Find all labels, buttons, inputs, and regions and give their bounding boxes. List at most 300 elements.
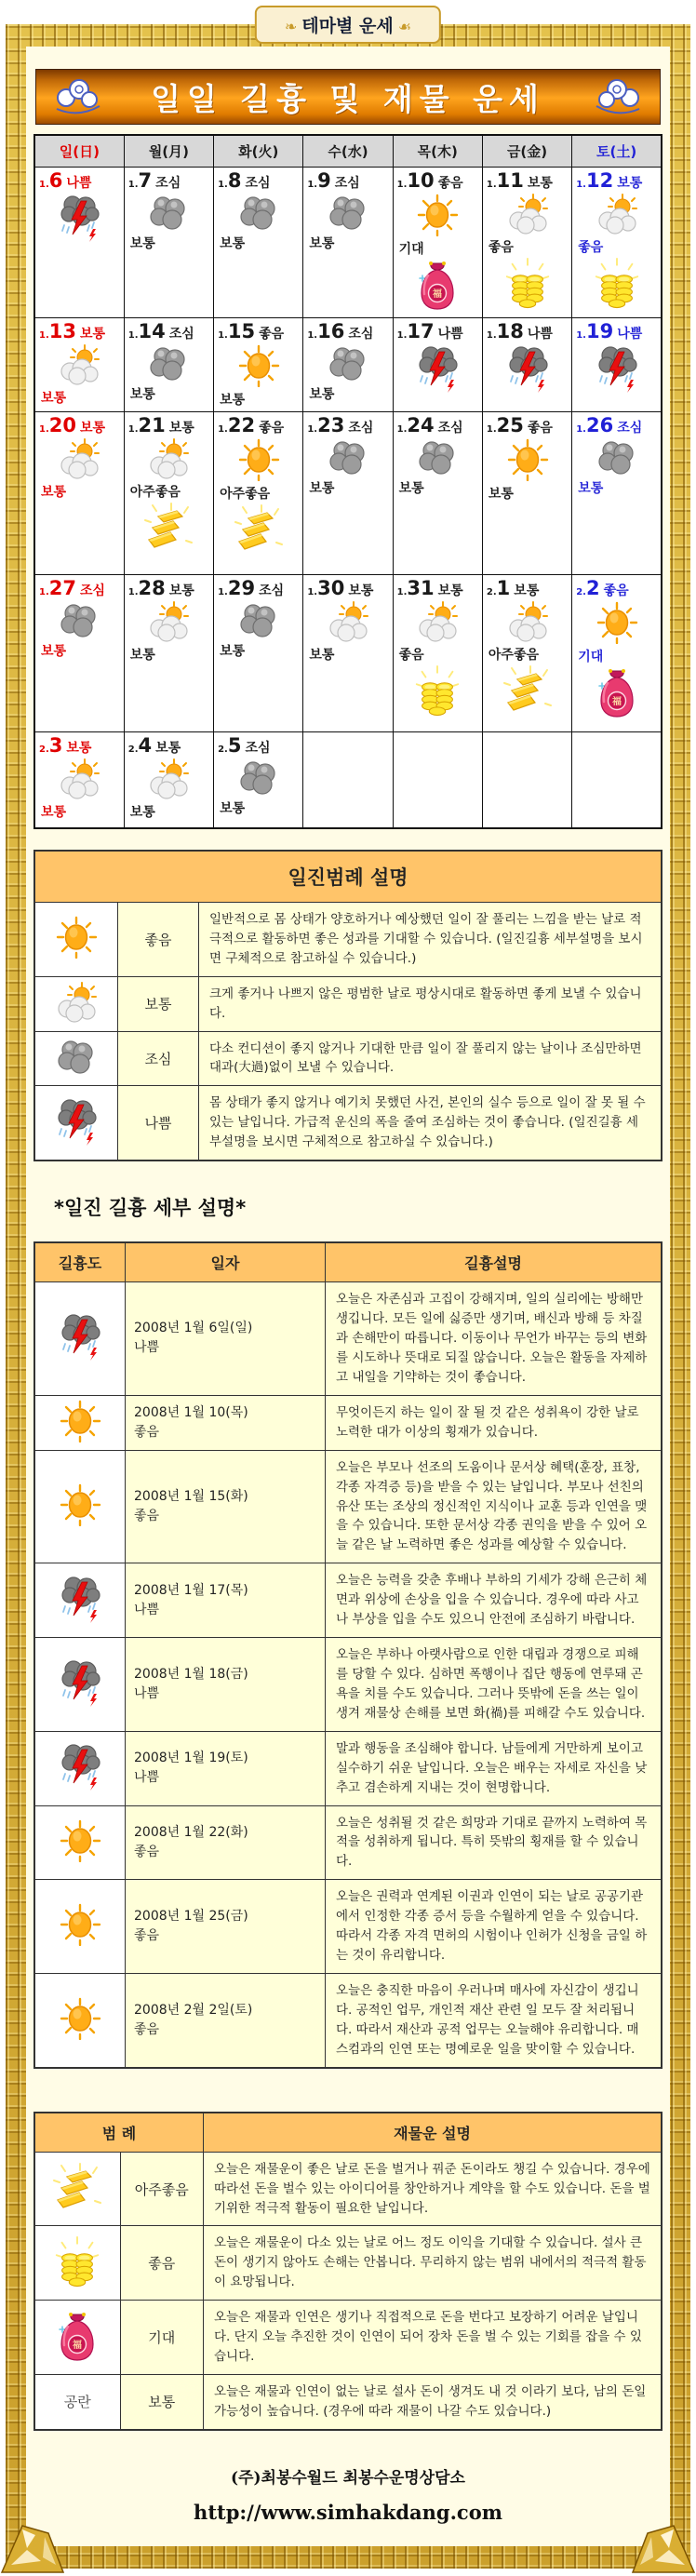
wealth-row [34, 2374, 662, 2429]
sun-icon [237, 438, 280, 481]
month-prefix: 1. [39, 329, 49, 341]
month-prefix: 1. [127, 180, 139, 190]
weather-icon-wrap [487, 194, 568, 238]
wealth-label: 좋음 [120, 2226, 203, 2301]
day-fortune-grade: 조심 [245, 740, 271, 756]
website-link[interactable]: http://www.simhakdang.com [194, 2500, 502, 2524]
day-fortune-grade: 조심 [80, 583, 106, 598]
money-fortune-grade: 보통 [129, 236, 155, 252]
day-date-line [307, 170, 388, 192]
sun-cloud-icon [57, 438, 101, 479]
gold-bars-icon [230, 503, 288, 554]
legend-icon-cell [34, 976, 118, 1031]
day-fortune-grade: 보통 [80, 326, 106, 342]
month-prefix: 1. [307, 329, 318, 341]
wealth-legend-table [33, 2112, 663, 2431]
day-date-line [39, 735, 120, 757]
detail-header-row [34, 1242, 662, 1282]
gold-bars-icon [499, 664, 556, 715]
calendar-day-cell [34, 574, 124, 731]
weather-icon-wrap [39, 438, 120, 483]
calendar-day-cell [214, 168, 303, 318]
detail-header-date: 일자 [126, 1242, 326, 1282]
money-fortune-grade: 보통 [309, 480, 335, 496]
storm-icon [59, 1742, 101, 1791]
calendar-week-row [34, 731, 662, 828]
wealth-icon-cell [34, 2301, 120, 2375]
day-fortune-grade: 보통 [168, 420, 194, 436]
cloud-icon [327, 438, 369, 476]
weather-icon-wrap [218, 194, 299, 235]
weather-icon-wrap [128, 601, 209, 646]
money-icon-wrap [487, 664, 568, 718]
calendar-day-cell [214, 411, 303, 574]
detail-icon-cell [34, 1282, 126, 1396]
storm-icon [596, 344, 638, 393]
wealth-description: 오늘은 재물운이 좋은 날로 돈을 벌거나 꿔준 돈이라도 챙길 수 있습니다. 경우에 따라선 돈을 벌수 있는 아이디어를 창안하거나 계약을 할 수도 있습니다. 돈을 벌기위한 적극적 활동이 필요한 날입니다. [204, 2152, 663, 2226]
storm-icon [59, 1575, 101, 1623]
sun-cloud-icon [57, 758, 101, 799]
detail-row [34, 1805, 662, 1880]
calendar-day-cell [572, 168, 662, 318]
money-fortune-grade: 보통 [309, 386, 335, 402]
money-icon-wrap [128, 502, 209, 556]
sun-cloud-icon [57, 344, 101, 385]
calendar-day-cell [393, 574, 482, 731]
diamond-ornament-icon [0, 2515, 67, 2576]
calendar-day-cell [482, 411, 571, 574]
wealth-row [34, 2152, 662, 2226]
detail-grade: 좋음 [134, 1424, 160, 1440]
day-fortune-grade: 나쁨 [66, 176, 92, 191]
detail-row [34, 1282, 662, 1396]
month-prefix: 2. [218, 744, 228, 755]
month-prefix: 1. [576, 329, 586, 341]
day-fortune-grade: 보통 [617, 176, 643, 191]
calendar-table [33, 134, 663, 829]
wealth-label: 기대 [120, 2301, 203, 2375]
detail-row [34, 1638, 662, 1732]
weather-icon-wrap [128, 758, 209, 803]
weather-icon-wrap [218, 758, 299, 799]
money-fortune-grade: 아주좋음 [129, 484, 181, 500]
money-fortune-grade: 보통 [41, 643, 67, 659]
fortune-detail-table [33, 1241, 663, 2069]
day-date-line [128, 321, 209, 342]
day-date-line [39, 170, 120, 192]
legend-label: 나쁨 [118, 1086, 199, 1161]
detail-grade: 나쁨 [134, 1685, 160, 1701]
detail-grade: 좋음 [134, 1928, 160, 1944]
money-fortune-grade: 보통 [129, 386, 155, 402]
month-prefix: 1. [396, 180, 408, 190]
diamond-ornament-icon [629, 2515, 696, 2576]
calendar-day-cell [34, 168, 124, 318]
detail-description: 오늘은 충직한 마음이 우러나며 매사에 자신감이 생깁니다. 공적인 업무, 개인적 재산 관련 일 모두 잘 처리됩니다. 따라서 재산과 공적 업무는 오늘해야 유리합니다. 매스컴과의 인연 또는 명예로운 일을 맞이할 수 있습니다. [326, 1974, 663, 2068]
month-prefix: 2. [39, 744, 49, 755]
detail-date: 2008년 1월 17(목) [134, 1582, 248, 1598]
calendar-empty-cell [393, 731, 482, 828]
money-fortune-grade: 아주좋음 [220, 486, 271, 502]
detail-icon-cell [34, 1805, 126, 1880]
coin-stack-icon [502, 257, 554, 309]
sun-cloud-icon [326, 601, 370, 642]
detail-row [34, 1450, 662, 1563]
ornate-gold-frame [6, 16, 690, 2569]
calendar-day-cell [214, 317, 303, 411]
sun-icon [506, 438, 549, 481]
month-prefix: 1. [39, 180, 49, 190]
day-date-line [39, 321, 120, 342]
money-fortune-grade: 보통 [578, 480, 604, 496]
wealth-description: 오늘은 재물과 인연은 생기나 직접적으로 돈을 번다고 보장하기 어려운 날입니다. 단지 오늘 추진한 것이 인연이 되어 장차 돈을 벌 수 있는 기회를 잡을 수 있습니다. [204, 2301, 663, 2375]
cloud-icon [327, 194, 369, 231]
detail-grade: 나쁨 [134, 1602, 160, 1617]
theme-badge [255, 6, 441, 44]
money-icon-wrap [487, 257, 568, 313]
month-prefix: 1. [218, 180, 228, 190]
day-date-line [576, 170, 657, 192]
sun-icon [237, 344, 280, 387]
day-date-line [487, 321, 568, 342]
money-fortune-grade: 보통 [309, 647, 335, 663]
month-prefix: 1. [307, 423, 318, 435]
weather-icon-wrap [218, 601, 299, 642]
day-fortune-grade: 나쁨 [437, 326, 463, 342]
money-fortune-grade: 보통 [220, 800, 246, 816]
day-number: 2 [585, 576, 600, 599]
detail-description: 오늘은 능력을 갖춘 후배나 부하의 기세가 강해 은근히 체면과 위상에 손상을 입을 수 있습니다. 경우에 따라 사고나 부상을 입을 수도 있으니 안전에 조심하기 바랍니다. [326, 1563, 663, 1638]
day-fortune-grade: 보통 [66, 740, 92, 756]
day-date-line [218, 578, 299, 599]
calendar-empty-cell [572, 731, 662, 828]
sun-cloud-icon [54, 982, 99, 1023]
calendar-week-row [34, 168, 662, 318]
calendar-day-cell [482, 574, 571, 731]
detail-description: 오늘은 부모나 선조의 도움이나 문서상 혜택(훈장, 표창, 각종 자격증 등)을 받을 수 있는 날입니다. 부모나 선친의 유산 또는 조상의 정신적인 지식이나 교훈 등과 인연을 맺을 수 있습니다. 또한 문서상 각종 권익을 받을 수 있어 오늘 같은 날 노력하면 좋은 성과를 예상할 수 있습니다. [326, 1450, 663, 1563]
month-prefix: 1. [218, 586, 228, 597]
cloud-icon [55, 1038, 98, 1075]
calendar-day-cell [303, 168, 393, 318]
day-number: 31 [407, 576, 435, 599]
detail-description: 말과 행동을 조심해야 합니다. 남들에게 거만하게 보이고 실수하기 쉬운 날입니다. 오늘은 배우는 자세로 자신을 낮추고 겸손하게 지내는 것이 현명합니다. [326, 1731, 663, 1805]
calendar-day-cell [124, 317, 213, 411]
month-prefix: 1. [127, 586, 139, 597]
day-number: 15 [227, 319, 256, 342]
day-fortune-grade: 보통 [527, 176, 553, 191]
calendar-empty-cell [482, 731, 571, 828]
day-fortune-grade: 조심 [259, 583, 285, 598]
day-date-line [128, 415, 209, 436]
detail-date-cell [126, 1395, 326, 1450]
storm-icon [506, 344, 549, 393]
money-fortune-grade: 보통 [41, 484, 67, 500]
cloud-icon [327, 344, 369, 382]
detail-icon-cell [34, 1450, 126, 1563]
sun-cloud-icon [415, 601, 460, 642]
storm-icon [59, 1312, 101, 1361]
sun-icon [596, 601, 638, 644]
calendar-day-cell [34, 411, 124, 574]
day-number: 12 [585, 169, 614, 192]
calendar-day-cell [572, 317, 662, 411]
day-fortune-grade: 좋음 [527, 420, 553, 436]
day-fortune-grade: 조심 [334, 176, 360, 191]
month-prefix: 1. [39, 423, 49, 435]
money-fortune-grade: 보통 [220, 643, 246, 659]
calendar-day-cell [124, 411, 213, 574]
sun-icon [59, 1819, 101, 1862]
day-number: 18 [496, 319, 524, 342]
calendar-week-row [34, 411, 662, 574]
cloud-icon [596, 438, 638, 476]
month-prefix: 1. [218, 329, 228, 341]
detail-icon-cell [34, 1638, 126, 1732]
detail-icon-cell [34, 1880, 126, 1974]
day-date-line [307, 578, 388, 599]
weather-icon-wrap [576, 438, 657, 479]
svg-text:福: 福 [611, 696, 622, 707]
detail-date: 2008년 1월 15(화) [134, 1489, 248, 1505]
sun-cloud-icon [146, 601, 191, 642]
calendar-day-cell [124, 168, 213, 318]
day-number: 1 [496, 576, 511, 599]
weather-icon-wrap [576, 601, 657, 648]
day-date-line [397, 321, 478, 342]
company-name: (주)최봉수월드 최봉수운명상담소 [231, 2468, 465, 2488]
calendar-day-cell [34, 317, 124, 411]
legend-icon-cell [34, 1086, 118, 1161]
day-date-line [218, 170, 299, 192]
day-number: 9 [317, 169, 331, 192]
legend-description: 크게 좋거나 나쁘지 않은 평범한 날로 평상시대로 활동하면 좋게 보낼 수 있습니다. [199, 976, 663, 1031]
day-number: 21 [138, 413, 166, 436]
weather-icon-wrap [39, 758, 120, 803]
detail-date-cell [126, 1563, 326, 1638]
wealth-row [34, 2301, 662, 2375]
day-header: 일(日) [34, 135, 124, 168]
day-date-line [307, 321, 388, 342]
day-fortune-grade: 조심 [348, 326, 374, 342]
weather-icon-wrap [39, 601, 120, 642]
wealth-header-legend: 범 례 [34, 2113, 204, 2153]
sun-icon [55, 916, 98, 959]
detail-grade: 좋음 [134, 2021, 160, 2037]
day-fortune-grade: 조심 [168, 326, 194, 342]
detail-date: 2008년 2월 2일(토) [134, 2002, 253, 2018]
day-number: 27 [48, 576, 76, 599]
day-date-line [397, 170, 478, 192]
legend-row [34, 1031, 662, 1086]
detail-row [34, 1974, 662, 2068]
calendar-day-cell [482, 317, 571, 411]
calendar-empty-cell [303, 731, 393, 828]
calendar-day-cell [214, 731, 303, 828]
fortune-pouch-icon [417, 259, 458, 311]
calendar-day-cell [572, 574, 662, 731]
day-fortune-grade: 보통 [348, 583, 374, 598]
money-fortune-grade: 보통 [129, 647, 155, 663]
detail-date-cell [126, 1282, 326, 1396]
money-fortune-grade: 보통 [41, 390, 67, 406]
day-fortune-grade: 조심 [437, 420, 463, 436]
gold-bars-icon [48, 2162, 106, 2212]
storm-icon [55, 1097, 98, 1146]
legend-label: 좋음 [118, 902, 199, 976]
day-number: 17 [407, 319, 435, 342]
weather-icon-wrap [39, 194, 120, 246]
detail-description: 오늘은 성취될 것 같은 희망과 기대로 끝까지 노력하여 목적을 성취하게 됩니다. 특히 뜻밖의 횡재를 할 수 있습니다. [326, 1805, 663, 1880]
day-header: 금(金) [482, 135, 571, 168]
day-fortune-grade: 나쁨 [527, 326, 553, 342]
legend-label: 조심 [118, 1031, 199, 1086]
cloud-icon [416, 438, 459, 476]
detail-date: 2008년 1월 25(금) [134, 1909, 248, 1925]
day-number: 13 [48, 319, 76, 342]
day-number: 16 [317, 319, 345, 342]
detail-description: 오늘은 자존심과 고집이 강해지며, 일의 실리에는 방해만 생깁니다. 모든 일에 싫증만 생기며, 배신과 방해 등 차질과 손해만이 따릅니다. 이동이나 무언가 바꾸는 등의 변화를 시도하나 뜻대로 되질 않습니다. 오늘은 활동을 자제하고 내일을 기약하는 것이 좋습니다. [326, 1282, 663, 1396]
calendar-day-cell [482, 168, 571, 318]
detail-icon-cell [34, 1563, 126, 1638]
detail-date: 2008년 1월 10(목) [134, 1404, 248, 1420]
month-prefix: 2. [486, 586, 497, 597]
day-header: 목(木) [393, 135, 482, 168]
wealth-label: 아주좋음 [120, 2152, 203, 2226]
svg-text:福: 福 [73, 2340, 83, 2351]
day-number: 6 [48, 169, 63, 192]
detail-date-cell [126, 1880, 326, 1974]
badge-label: 테마별 운세 [301, 16, 394, 36]
day-date-line [576, 321, 657, 342]
day-date-line [39, 578, 120, 599]
detail-date-cell [126, 1638, 326, 1732]
day-fortune-grade: 나쁨 [617, 326, 643, 342]
calendar-day-cell [393, 168, 482, 318]
day-date-line [128, 578, 209, 599]
calendar-day-cell [303, 574, 393, 731]
legend-description: 몸 상태가 좋지 않거나 예기치 못했던 사건, 본인의 실수 등으로 일이 잘 못 될 수 있는 날입니다. 가급적 운신의 폭을 줄여 조심하는 것이 좋습니다. (일진길흉 세부설명을 보시면 구체적으로 참고하실 수 있습니다.) [199, 1086, 663, 1161]
money-fortune-grade: 보통 [309, 236, 335, 252]
calendar-day-cell [393, 317, 482, 411]
sun-icon [416, 194, 459, 236]
legend-row [34, 902, 662, 976]
page-title: 일일 길흉 및 재물 운세 [151, 80, 545, 117]
day-date-line [576, 578, 657, 599]
detail-date-cell [126, 1450, 326, 1563]
day-header: 화(火) [214, 135, 303, 168]
weather-icon-wrap [128, 438, 209, 483]
gold-bars-icon [140, 502, 197, 552]
month-prefix: 1. [39, 586, 49, 597]
month-prefix: 2. [127, 744, 139, 755]
detail-date: 2008년 1월 22(화) [134, 1824, 248, 1840]
sun-icon [59, 1483, 101, 1526]
money-fortune-grade: 보통 [129, 804, 155, 820]
sun-cloud-icon [146, 758, 191, 799]
day-number: 25 [496, 413, 524, 436]
storm-icon [416, 344, 459, 393]
day-fortune-grade: 조심 [617, 420, 643, 436]
legend-title: 일진범례 설명 [34, 851, 662, 903]
month-prefix: 1. [396, 586, 408, 597]
wealth-row [34, 2226, 662, 2301]
storm-icon [59, 1658, 101, 1707]
money-fortune-grade: 보통 [488, 486, 514, 502]
detail-row [34, 1731, 662, 1805]
weather-icon-wrap [397, 344, 478, 396]
weather-icon-wrap [218, 438, 299, 485]
day-fortune-grade: 좋음 [259, 326, 285, 342]
weather-icon-wrap [397, 194, 478, 240]
calendar-week-row [34, 317, 662, 411]
detail-row [34, 1395, 662, 1450]
detail-date-cell [126, 1974, 326, 2068]
coin-stack-icon [591, 257, 643, 309]
cloud-icon [237, 758, 280, 796]
weather-icon-wrap [218, 344, 299, 391]
badge-right-ornament-icon: ☙ [393, 18, 412, 35]
day-fortune-grade: 조심 [155, 176, 181, 191]
legend-row [34, 1086, 662, 1161]
detail-header-grade: 길흉도 [34, 1242, 126, 1282]
wealth-label: 보통 [120, 2374, 203, 2429]
sun-icon [59, 1903, 101, 1946]
day-date-line [218, 415, 299, 436]
weather-icon-wrap [307, 344, 388, 385]
storm-icon [58, 194, 100, 242]
day-number: 29 [227, 576, 256, 599]
svg-text:福: 福 [433, 288, 443, 300]
sun-cloud-icon [595, 194, 639, 235]
day-number: 10 [407, 169, 435, 192]
month-prefix: 1. [396, 423, 408, 435]
weather-icon-wrap [307, 194, 388, 235]
legend-description: 일반적으로 몸 상태가 양호하거나 예상했던 일이 잘 풀리는 느낌을 받는 날로 적극적으로 활동하면 좋은 성과를 기대할 수 있습니다. (일진길흉 세부설명을 보시면 구체적으로 참고하실 수 있습니다.) [199, 902, 663, 976]
day-number: 30 [317, 576, 345, 599]
month-prefix: 1. [486, 180, 497, 190]
day-date-line [576, 415, 657, 436]
coin-stack-icon [411, 664, 463, 717]
weather-icon-wrap [576, 194, 657, 238]
calendar-day-cell [303, 411, 393, 574]
day-fortune-grade: 좋음 [259, 420, 285, 436]
legend-description: 다소 컨디션이 좋지 않거나 기대한 만큼 일이 잘 풀리지 않는 날이나 조심만하면 대과(大過)없이 보낼 수 있습니다. [199, 1031, 663, 1086]
fortune-legend-table [33, 850, 663, 1161]
legend-label: 보통 [118, 976, 199, 1031]
detail-grade: 좋음 [134, 1509, 160, 1524]
day-fortune-grade: 조심 [348, 420, 374, 436]
calendar-day-cell [393, 411, 482, 574]
day-fortune-grade: 보통 [514, 583, 540, 598]
sun-cloud-icon [505, 194, 550, 235]
weather-icon-wrap [128, 194, 209, 235]
detail-row [34, 1880, 662, 1974]
money-fortune-grade: 보통 [220, 236, 246, 252]
day-number: 11 [496, 169, 524, 192]
day-date-line [397, 578, 478, 599]
weather-icon-wrap [39, 344, 120, 389]
day-header: 수(水) [303, 135, 393, 168]
money-fortune-grade: 좋음 [398, 647, 424, 663]
day-number: 23 [317, 413, 345, 436]
detail-grade: 나쁨 [134, 1770, 160, 1786]
wealth-icon-cell [34, 2226, 120, 2301]
weather-icon-wrap [307, 438, 388, 479]
sun-icon [59, 1997, 101, 2040]
wealth-header-desc: 재물운 설명 [204, 2113, 663, 2153]
calendar-day-cell [124, 574, 213, 731]
detail-grade: 나쁨 [134, 1340, 160, 1356]
